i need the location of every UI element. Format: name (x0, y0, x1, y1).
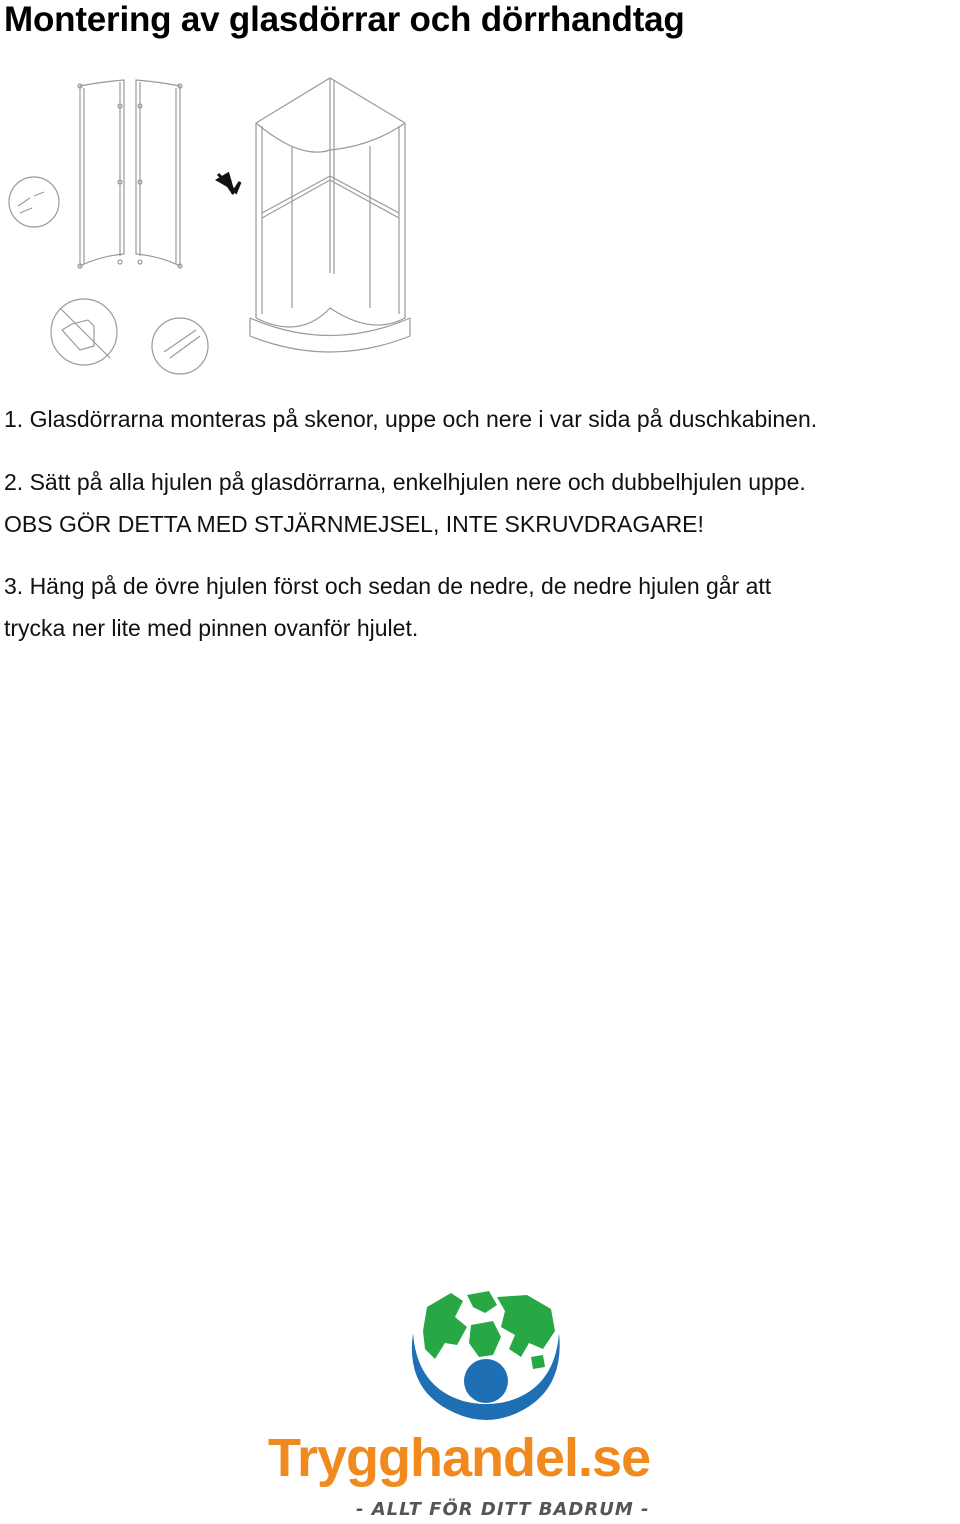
step-2 (4, 461, 806, 545)
shower-cabin-assembly-diagram (0, 68, 420, 378)
globe-logo-icon (405, 1287, 567, 1427)
step-2-line-1: 2. Sätt på alla hjulen på glasdörrarna, enkelhjulen nere och dubbelhjulen uppe. (4, 469, 806, 495)
step-1-line-1: 1. Glasdörrarna monteras på skenor, uppe och nere i var sida på duschkabinen. (4, 406, 818, 432)
step-3 (4, 565, 771, 649)
step-3-line-2: trycka ner lite med pinnen ovanför hjulet. (4, 615, 419, 641)
brand-tagline: - ALLT FÖR DITT BADRUM - (356, 1499, 650, 1520)
step-1 (4, 398, 817, 440)
step-3-line-1: 3. Häng på de övre hjulen först och sedan de nedre, de nedre hjulen går att (4, 573, 772, 599)
step-2-warning: OBS GÖR DETTA MED STJÄRNMEJSEL, INTE SKRUVDRAGARE! (4, 511, 704, 537)
page-title: Montering av glasdörrar och dörrhandtag (4, 0, 685, 39)
brand-name: Trygghandel.se (268, 1428, 651, 1488)
